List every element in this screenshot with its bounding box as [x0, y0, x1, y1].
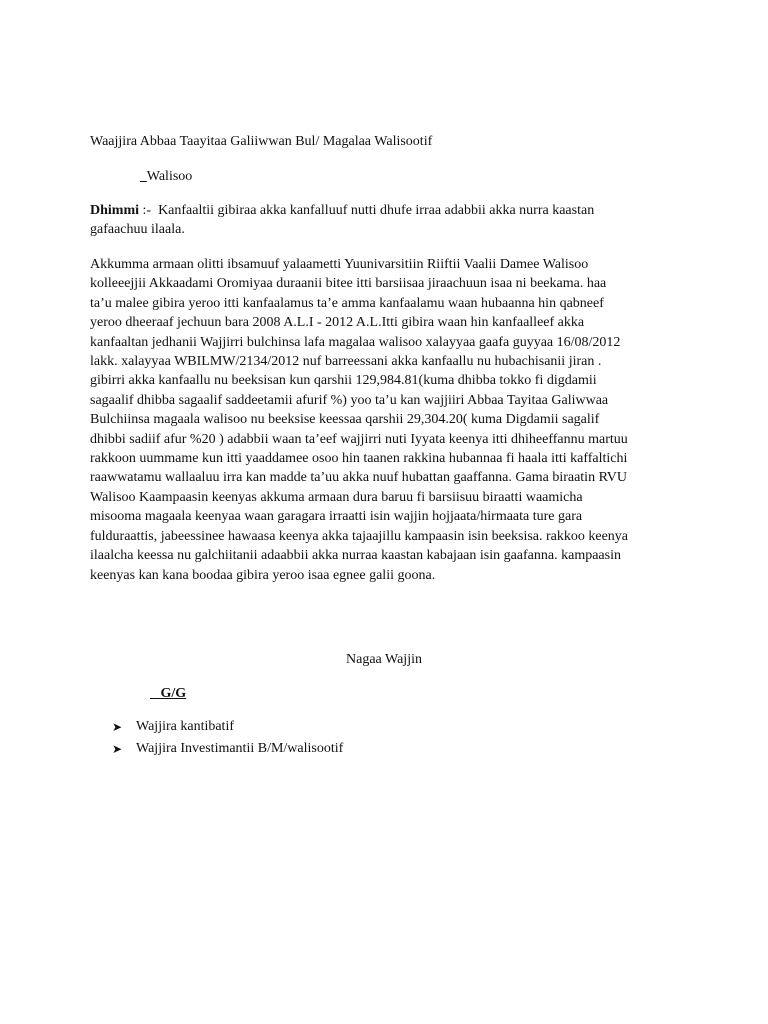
cc-item-text: Wajjira kantibatif	[136, 719, 234, 734]
subject-text: Kanfaaltii gibiraa akka kanfalluuf nutti dhufe irraa adabbii akka nurra kaastan gafaachuu ilaala.	[90, 203, 595, 237]
body-line: Akkumma armaan olitti ibsamuuf yalaametti Yuunivarsitiin Riiftii Vaalii Damee Walisoo	[90, 257, 589, 272]
body-line: rakkoon uummame kun itti yaaddamee osoo hin taanen rakkina hubannaa fi haala itti kaffaltichi	[90, 451, 628, 467]
body-line: Bulchiinsa magaala walisoo nu beeksise keessaa qarshii 29,304.20( kuma Digdamii sagalif	[90, 412, 600, 428]
body-line: gibirri akka kanfaallu nu beeksisan kun qarshii 129,984.81(kuma dhibba tokko fi digdamii	[90, 373, 597, 389]
addressee-heading: Waajjira Abbaa Taayitaa Galiiwwan Bul/ Magalaa Walisootif	[90, 134, 433, 149]
cc-list	[112, 716, 343, 760]
body-line: kanfaaltan jedhanii Wajjirri bulchinsa lafa magalaa walisoo xalayyaa gaafa guyyaa 16/08/2012	[90, 334, 621, 350]
arrowhead-bullet-icon: ➤	[112, 741, 123, 756]
salutation-underline	[140, 169, 147, 184]
closing-greeting: Nagaa Wajjin	[346, 652, 422, 667]
body-line: fulduraattis, jabeessinee hawaasa keenya akka tajaajillu kampaasin isin beeksisa. rakkoo keenya	[90, 528, 629, 544]
salutation-text: Walisoo	[146, 169, 193, 184]
arrowhead-bullet-icon: ➤	[112, 719, 123, 734]
body-line: dhibbi sadiif afur %20 ) adabbii waan ta’eef wajjirri nuti Iyyata keenya itti dhiheeffannu martuu	[90, 431, 628, 447]
body-line: ilaalcha keessa nu galchiitanii adaabbii akka nurraa kaastan kabajaan isin gaafanna. kampaasin	[90, 548, 621, 564]
cc-item-text: Wajjira Investimantii B/M/walisootif	[136, 741, 344, 756]
cc-item	[112, 738, 343, 760]
cc-label	[150, 685, 186, 703]
subject-separator: :-	[139, 203, 159, 218]
subject-label: Dhimmi	[90, 203, 139, 218]
cc-item	[112, 716, 343, 738]
body-line: sagaalif dhibba sagaalif saddeetamii afurif %) yoo ta’u kan wajjiiri Abbaa Tayitaa Galiwwaa	[90, 392, 609, 408]
subject-line	[90, 201, 650, 239]
letter-body	[90, 255, 690, 585]
body-line: kolleeejjii Akkaadami Oromiyaa duraanii bitee itti barsiisaa jiraachuun isaa ni beekama. haa	[90, 276, 607, 292]
body-line: yeroo dheeraaf jechuun bara 2008 A.L.I - 2012 A.L.Itti gibira waan hin kanfaalleef akka	[90, 315, 585, 331]
body-line: Walisoo Kaampaasin keenyas akkuma armaan dura baruu fi barsiisuu biraatti waamicha	[90, 489, 583, 505]
body-line: lakk. xalayyaa WBILMW/2134/2012 nuf barreessani akka kanfaallu nu hubachisanii jiran .	[90, 354, 602, 370]
body-line: ta’u malee gibira yeroo itti kanfaalamus ta’e amma kanfaalamu waan hubaanna hin qabneef	[90, 295, 604, 311]
body-line: keenyas kan kana boodaa gibira yeroo isaa egnee galii goona.	[90, 567, 436, 583]
cc-label-text: G/G	[160, 686, 187, 701]
salutation	[140, 168, 192, 186]
body-line: misooma magaala keenyaa waan garagara irraatti isin wajjin hojjaata/hirmaata ture gara	[90, 509, 583, 525]
cc-label-underline	[150, 686, 161, 701]
body-line: raawwatamu wallaaluu irra kan madde ta’uu akka nuuf hubattan gaaffanna. Gama biraatin RVU	[90, 470, 628, 486]
